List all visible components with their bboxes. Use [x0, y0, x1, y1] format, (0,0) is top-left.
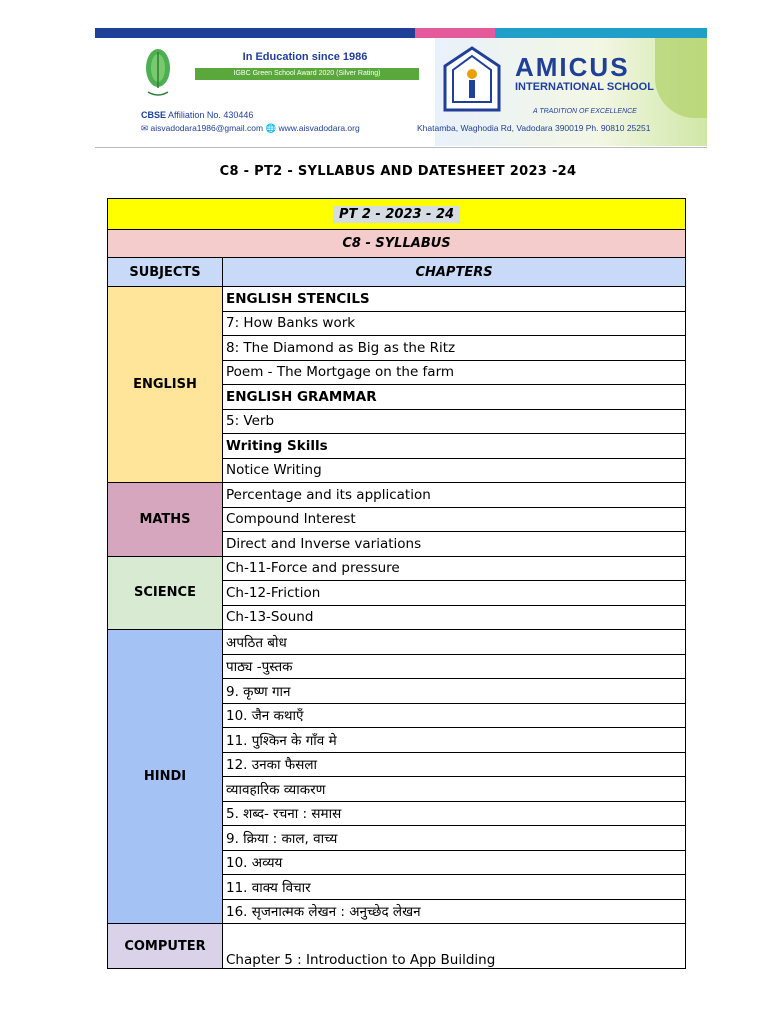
chapter-cell: Direct and Inverse variations	[223, 532, 686, 557]
table-row	[108, 556, 686, 581]
amicus-crest-icon	[443, 46, 501, 112]
chapter-cell: 7: How Banks work	[223, 311, 686, 336]
chapter-cell: 10. अव्यय	[223, 850, 686, 875]
school-tagline: A TRADITION OF EXCELLENCE	[533, 108, 637, 115]
chapter-cell: 12. उनका फैसला	[223, 752, 686, 777]
subject-computer: COMPUTER	[108, 924, 223, 969]
chapter-cell: Ch-12-Friction	[223, 581, 686, 606]
column-header-row	[108, 258, 686, 287]
school-letterhead	[95, 28, 707, 146]
table-banner-row	[108, 199, 686, 230]
header-divider	[95, 147, 707, 148]
table-row	[108, 483, 686, 508]
letterhead-cyan-stripe	[495, 28, 707, 38]
syllabus-table	[107, 198, 686, 969]
school-subtitle: INTERNATIONAL SCHOOL	[515, 81, 654, 93]
subject-english: ENGLISH	[108, 287, 223, 483]
chapter-cell: व्यावहारिक व्याकरण	[223, 777, 686, 802]
affiliation-number: Affiliation No. 430446	[168, 110, 254, 120]
pt2-label: PT 2 - 2023 - 24	[333, 206, 460, 223]
syllabus-title-row	[108, 230, 686, 258]
chapter-cell: Writing Skills	[223, 434, 686, 459]
green-leaf-logo-icon	[143, 48, 173, 100]
chapter-cell: अपठित बोध	[223, 630, 686, 655]
chapter-cell: ENGLISH STENCILS	[223, 287, 686, 312]
chapter-cell: Poem - The Mortgage on the farm	[223, 360, 686, 385]
subject-maths: MATHS	[108, 483, 223, 557]
chapter-cell: Notice Writing	[223, 458, 686, 483]
email-icon: ✉	[141, 123, 149, 133]
email-text: aisvadodara1986@gmail.com	[150, 123, 264, 133]
cbse-label: CBSE	[141, 110, 167, 120]
chapter-cell: 10. जैन कथाऍं	[223, 703, 686, 728]
globe-icon: 🌐	[265, 123, 277, 133]
school-address: Khatamba, Waghodia Rd, Vadodara 390019 Ph. 90810 25251	[417, 123, 651, 133]
chapter-cell: 8: The Diamond as Big as the Ritz	[223, 336, 686, 361]
table-row	[108, 924, 686, 969]
chapter-cell: Percentage and its application	[223, 483, 686, 508]
since-1986-text: In Education since 1986	[242, 51, 368, 63]
chapter-cell: 9. कृष्ण गान	[223, 679, 686, 704]
chapter-cell: Ch-13-Sound	[223, 605, 686, 630]
document-title: C8 - PT2 - SYLLABUS AND DATESHEET 2023 -24	[219, 164, 577, 179]
table-row	[108, 287, 686, 312]
chapter-cell: Ch-11-Force and pressure	[223, 556, 686, 581]
subject-science: SCIENCE	[108, 556, 223, 630]
table-banner-cell	[108, 199, 686, 230]
affiliation-line	[141, 110, 253, 120]
website-text: www.aisvadodara.org	[278, 123, 360, 133]
contact-line	[141, 123, 360, 134]
school-name: AMICUS	[515, 52, 630, 82]
chapter-cell: Compound Interest	[223, 507, 686, 532]
chapters-header: CHAPTERS	[223, 258, 686, 287]
chapter-cell: 5: Verb	[223, 409, 686, 434]
chapter-cell: 11. पुश्किन के गाँव मे	[223, 728, 686, 753]
chapter-cell: 16. सृजनात्मक लेखन : अनुच्छेद लेखन	[223, 899, 686, 924]
syllabus-title: C8 - SYLLABUS	[108, 230, 686, 258]
chapter-cell: ENGLISH GRAMMAR	[223, 385, 686, 410]
chapter-cell: Chapter 5 : Introduction to App Building	[223, 924, 686, 969]
award-banner: IGBC Green School Award 2020 (Silver Rating)	[195, 68, 419, 80]
table-row	[108, 630, 686, 655]
chapter-cell: पाठ्य -पुस्तक	[223, 654, 686, 679]
letterhead-pink-stripe	[415, 28, 495, 38]
chapter-cell: 5. शब्द- रचना : समास	[223, 801, 686, 826]
chapter-cell: 9. क्रिया : काल, वाच्य	[223, 826, 686, 851]
subject-hindi: HINDI	[108, 630, 223, 924]
chapter-cell: 11. वाक्य विचार	[223, 875, 686, 900]
subjects-header: SUBJECTS	[108, 258, 223, 287]
